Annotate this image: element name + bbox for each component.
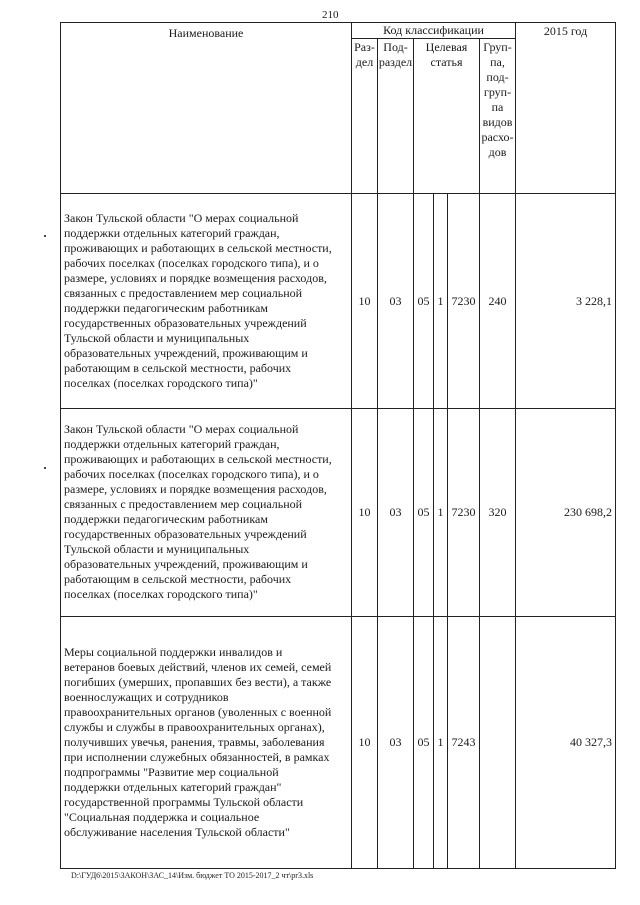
header-year: 2015 год	[516, 23, 616, 194]
header-target: Целевая статья	[414, 39, 480, 194]
header-podrazdel: Под- раздел	[378, 39, 414, 194]
row-razdel: 10	[352, 409, 378, 617]
margin-mark	[44, 235, 46, 237]
row-target-direction: 7230	[448, 409, 480, 617]
row-target-program: 05	[414, 194, 434, 409]
header-code: Код классификации	[352, 23, 516, 39]
header-group: Груп- па, под- груп- па видов расхо- дов	[480, 39, 516, 194]
page-number: 210	[322, 9, 339, 21]
row-target-subprogram: 1	[434, 409, 448, 617]
row-target-subprogram: 1	[434, 617, 448, 869]
header-name: Наименование	[61, 23, 352, 194]
row-amount: 40 327,3	[516, 617, 616, 869]
row-podrazdel: 03	[378, 409, 414, 617]
row-description: Закон Тульской области "О мерах социальной поддержки отдельных категорий граждан, проживающих и работающих в сельской местности, рабочих поселках (поселках городского типа), и о размере, условиях и порядке возмещения расходов, связанных с предоставлением мер социальной поддержки педагогическим работникам государственных образовательных учреждений Тульской области и муниципальных образовательных учреждений, проживающим и работающим в сельской местности, рабочих поселках (поселках городского типа)"	[61, 409, 352, 617]
margin-mark	[44, 467, 46, 469]
row-description: Меры социальной поддержки инвалидов и ветеранов боевых действий, членов их семей, семей погибших (умерших, пропавших без вести), а также военнослужащих и сотрудников правоохранительных органов (уволенных с военной службы и службы в правоохранительных органах), получивших увечья, ранения, травмы, заболевания при исполнении служебных обязанностей, в рамках подпрограммы "Развитие мер социальной поддержки отдельных категорий граждан" государственной программы Тульской области "Социальная поддержка и социальное обслуживание населения Тульской области"	[61, 617, 352, 869]
row-target-program: 05	[414, 617, 434, 869]
row-target-direction: 7230	[448, 194, 480, 409]
row-group	[480, 617, 516, 869]
row-razdel: 10	[352, 194, 378, 409]
row-description: Закон Тульской области "О мерах социальной поддержки отдельных категорий граждан, проживающих и работающих в сельской местности, рабочих поселках (поселках городского типа), и о размере, условиях и порядке возмещения расходов, связанных с предоставлением мер социальной поддержки педагогическим работникам государственных образовательных учреждений Тульской области и муниципальных образовательных учреждений, проживающим и работающим в сельской местности, рабочих поселках (поселках городского типа)"	[61, 194, 352, 409]
header-razdel: Раз- дел	[352, 39, 378, 194]
budget-table	[60, 22, 616, 869]
row-group: 320	[480, 409, 516, 617]
table-row	[61, 409, 616, 617]
row-target-subprogram: 1	[434, 194, 448, 409]
row-podrazdel: 03	[378, 194, 414, 409]
row-group: 240	[480, 194, 516, 409]
row-target-program: 05	[414, 409, 434, 617]
file-path-footer: D:\ГУД6\2015\ЗАКОН\ЗАС_14\Изм. бюджет ТО 2015-2017_2 чт\pr3.xls	[71, 871, 314, 880]
row-razdel: 10	[352, 617, 378, 869]
row-target-direction: 7243	[448, 617, 480, 869]
row-amount: 3 228,1	[516, 194, 616, 409]
table-row	[61, 617, 616, 869]
table-row	[61, 194, 616, 409]
row-podrazdel: 03	[378, 617, 414, 869]
row-amount: 230 698,2	[516, 409, 616, 617]
